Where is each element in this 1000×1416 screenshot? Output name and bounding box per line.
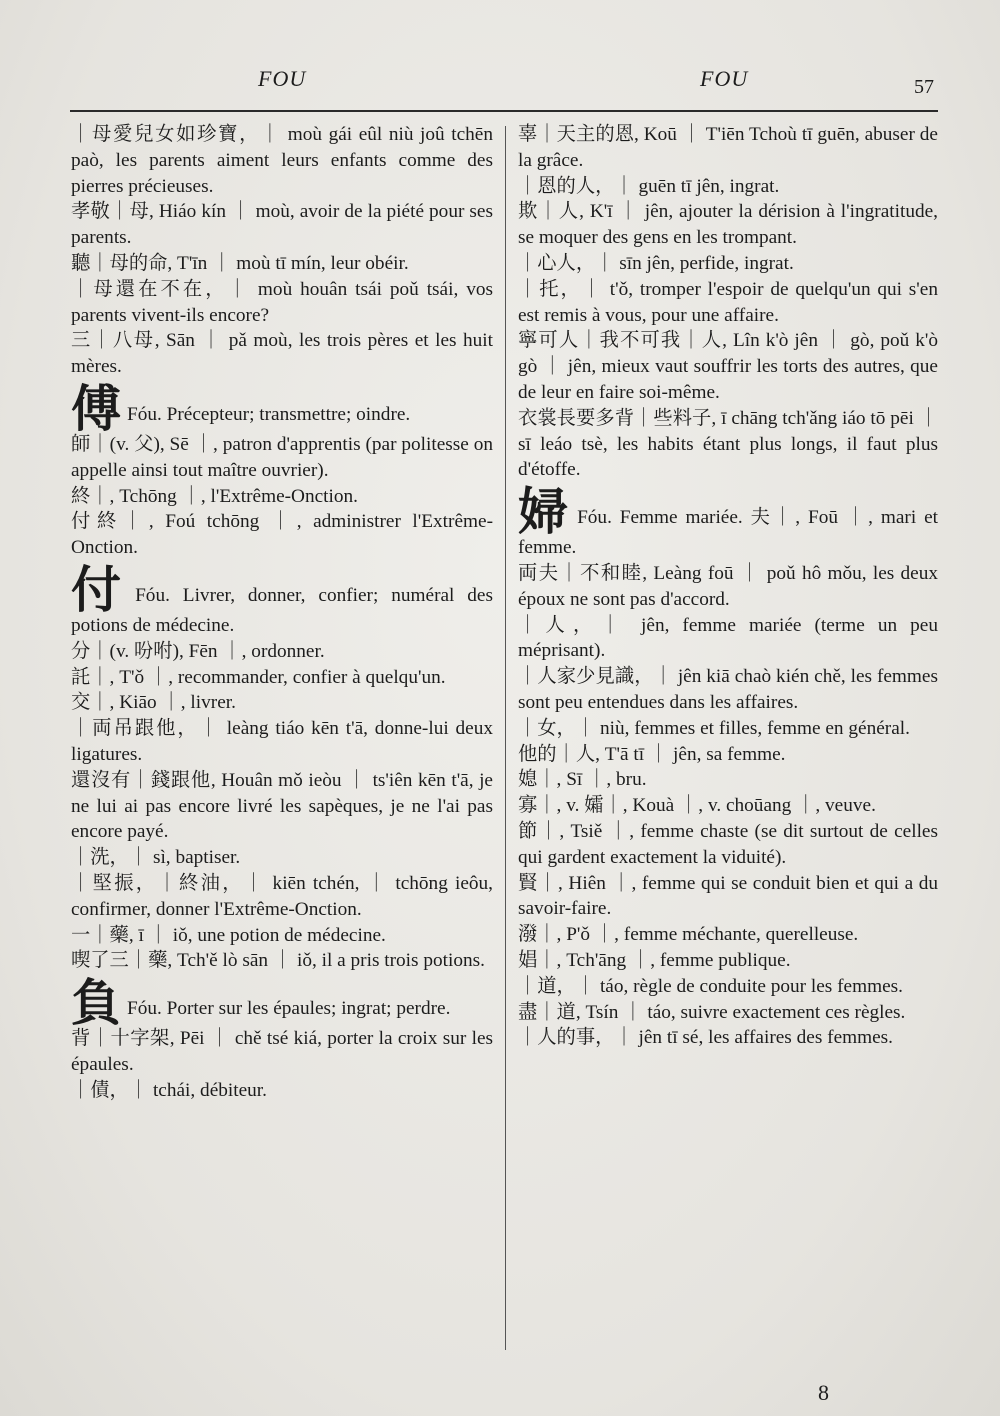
dictionary-entry: 潑｜, P'ǒ ｜, femme méchante, querelleuse.: [518, 924, 859, 946]
headword-definition: Fóu. Porter sur les épaules; ingrat; perdre.: [127, 998, 451, 1020]
dictionary-entry: ｜両吊跟他，｜ leàng tiáo kēn t'ā, donne-lui deux ligatures.: [71, 718, 493, 765]
dictionary-entry: 聽｜母的命, T'īn ｜ moù tī mín, leur obéir.: [71, 252, 409, 274]
dictionary-entry: 寡｜, v. 孀｜, Kouà ｜, v. choūang ｜, veuve.: [518, 795, 876, 817]
dictionary-entry: 分｜(v. 吩咐), Fēn ｜, ordonner.: [71, 640, 325, 662]
dictionary-entry: 託｜, T'ǒ ｜, recommander, confier à quelqu'un.: [71, 666, 446, 688]
running-head-right: FOU: [700, 66, 749, 91]
headword-entry: [71, 380, 493, 437]
dictionary-entry: ｜母還在不在，｜ moù houân tsái poǔ tsái, vos parents vivent-ils encore?: [71, 278, 493, 326]
headword-entry: [71, 975, 493, 1032]
left-column: [71, 122, 493, 1104]
dictionary-entry: 賢｜, Hiên ｜, femme qui se conduit bien et qui a du savoir-faire.: [518, 872, 938, 920]
headword-character: 負: [71, 975, 121, 1032]
dictionary-entry: ｜托，｜ t'ǒ, tromper l'espoir de quelqu'un qui s'en est remis à vous, pour une affaire.: [518, 278, 938, 326]
dictionary-entry: ｜堅振，｜終油，｜ kiēn tchén, ｜ tchōng ieôu, confirmer, donner l'Extrême-Onction.: [71, 872, 493, 920]
column-divider: [505, 126, 506, 1350]
dictionary-entry: ｜人家少見識，｜ jên kiā chaò kién chě, les femmes sont peu entendues dans les affaires.: [518, 666, 938, 713]
dictionary-entry: 師｜(v. 父), Sē ｜, patron d'apprentis (par politesse on appelle ainsi tout maître ouvrier).: [71, 433, 493, 481]
dictionary-entry: 一｜藥, ī ｜ iǒ, une potion de médecine.: [71, 924, 386, 946]
dictionary-entry: 両夫｜不和睦, Leàng foū ｜ poǔ hô mǒu, les deux époux ne sont pas d'accord.: [518, 562, 938, 610]
dictionary-entry: 盡｜道, Tsín ｜ táo, suivre exactement ces règles.: [518, 1001, 906, 1023]
headword-definition: Fóu. Précepteur; transmettre; oindre.: [127, 403, 411, 425]
dictionary-entry: 寧可人｜我不可我｜人, Lîn k'ò jên ｜ gò, poǔ k'ò gò ｜ jên, mieux vaut souffrir les torts des autres, que de leur en faire soi-même.: [518, 330, 938, 403]
page-number: 57: [914, 76, 934, 98]
dictionary-entry: 孝敬｜母, Hiáo kín ｜ moù, avoir de la piété pour ses parents.: [71, 201, 493, 249]
dictionary-entry: ｜洗，｜ sì, baptiser.: [71, 847, 241, 869]
dictionary-entry: 背｜十字架, Pēi ｜ chě tsé kiá, porter la croix sur les épaules.: [71, 1028, 493, 1075]
dictionary-entry: 三｜八母, Sān ｜ pǎ moù, les trois pères et les huit mères.: [71, 330, 493, 378]
dictionary-entry: 節｜, Tsiě ｜, femme chaste (se dit surtout de celles qui gardent exactement la viduité).: [518, 820, 938, 868]
dictionary-entry: ｜母愛兒女如珍寶，｜ moù gái eûl niù joû tchēn paò, les parents aiment leurs enfants comme des pierres précieuses.: [71, 124, 493, 197]
dictionary-entry: 付終｜, Foú tchōng ｜, administrer l'Extrême-Onction.: [71, 511, 493, 559]
headword-character: 婦: [518, 484, 572, 541]
dictionary-entry: ｜債，｜ tchái, débiteur.: [71, 1079, 267, 1101]
headword-entry: [71, 561, 493, 639]
headword-entry: [518, 484, 938, 561]
dictionary-entry: ｜恩的人，｜ guēn tī jên, ingrat.: [518, 175, 780, 197]
header-rule: [70, 110, 938, 112]
right-column: [518, 122, 938, 1051]
dictionary-entry: 欺｜人, K'ī ｜ jên, ajouter la dérision à l'ingratitude, se moquer des gens en les trompant.: [518, 201, 938, 249]
dictionary-entry: 終｜, Tchōng ｜, l'Extrême-Onction.: [71, 485, 358, 507]
dictionary-entry: ｜女，｜ niù, femmes et filles, femme en général.: [518, 717, 910, 739]
headword-definition: Fóu. Livrer, donner, confier; numéral des potions de médecine.: [71, 584, 493, 636]
dictionary-entry: 媳｜, Sī ｜, bru.: [518, 769, 647, 791]
dictionary-entry: 衣裳長要多背｜些料子, ī chāng tch'ǎng iáo tō pēi ｜ sī leáo tsè, les habits étant plus longs, il faut plus d'étoffe.: [518, 407, 938, 481]
headword-character: 付: [71, 561, 130, 618]
signature-mark: 8: [818, 1380, 829, 1405]
dictionary-entry: 還沒有｜錢跟他, Houân mǒ ieòu ｜ ts'iên kēn t'ā, je ne lui ai pas encore livré les sapèques, je ne l'ai pas encore payé.: [71, 769, 493, 843]
dictionary-entry: 他的｜人, T'ā tī ｜ jên, sa femme.: [518, 743, 786, 765]
dictionary-entry: 辜｜天主的恩, Koū ｜ T'iēn Tchoù tī guēn, abuser de la grâce.: [518, 124, 938, 171]
dictionary-entry: 娼｜, Tch'āng ｜, femme publique.: [518, 949, 791, 971]
dictionary-entry: ｜人，｜ jên, femme mariée (terme un peu méprisant).: [518, 614, 938, 662]
dictionary-entry: 喫了三｜藥, Tch'ě lò sān ｜ iǒ, il a pris trois potions.: [71, 950, 485, 972]
running-head-left: FOU: [258, 66, 307, 91]
dictionary-entry: ｜心人，｜ sīn jên, perfide, ingrat.: [518, 252, 794, 274]
dictionary-entry: ｜人的事，｜ jên tī sé, les affaires des femmes.: [518, 1027, 894, 1049]
dictionary-entry: ｜道，｜ táo, règle de conduite pour les femmes.: [518, 975, 903, 997]
headword-character: 傅: [71, 380, 121, 437]
dictionary-entry: 交｜, Kiāo ｜, livrer.: [71, 692, 236, 714]
headword-definition: Fóu. Femme mariée. 夫｜, Foū ｜, mari et femme.: [518, 507, 938, 559]
